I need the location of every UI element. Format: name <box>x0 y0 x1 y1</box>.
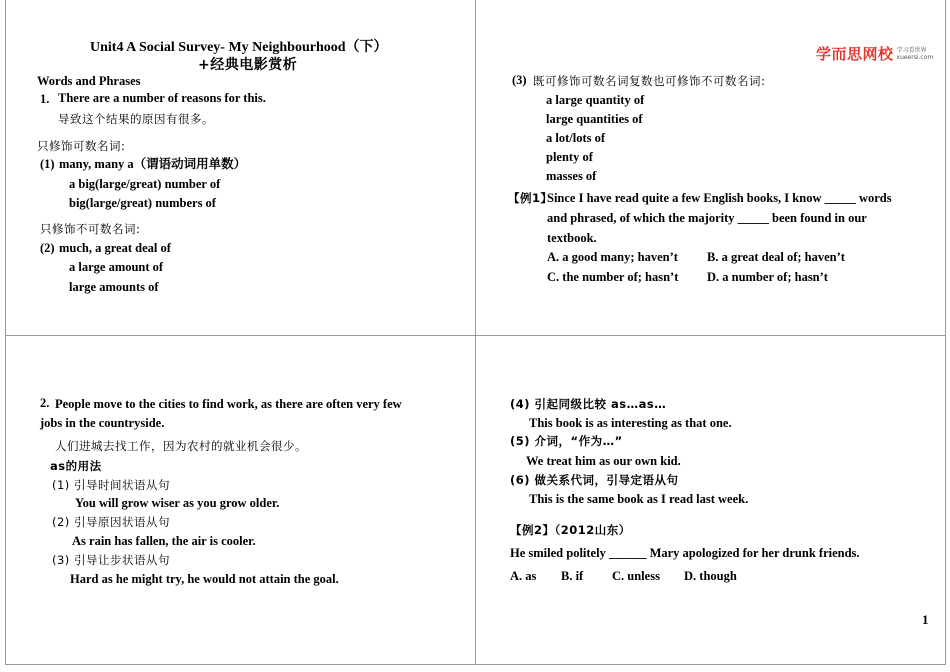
example-sentence: jobs in the countryside. <box>40 416 165 430</box>
example-sentence: There are a number of reasons for this. <box>58 91 266 105</box>
option-c: C. the number of; hasn’t <box>547 270 679 284</box>
countable-label: 只修饰可数名词: <box>37 139 126 153</box>
option-a: A. a good many; haven’t <box>547 250 678 264</box>
example-tag: 【例1】 <box>508 191 553 205</box>
question-line: He smiled politely ______ Mary apologized for her drunk friends. <box>510 546 860 560</box>
logo-sub-cn: 学习看世界 <box>896 46 927 54</box>
usage-label: (2) 引导原因状语从句 <box>52 515 170 529</box>
usage-example: We treat him as our own kid. <box>526 454 681 468</box>
logo-main-text: 学而思网校 <box>816 45 894 63</box>
item-number: 2. <box>40 396 50 410</box>
as-usage-label: as的用法 <box>50 459 102 473</box>
phrase: a large quantity of <box>546 93 645 107</box>
point-number: (3) <box>512 73 527 87</box>
point-number: (1) <box>40 157 55 171</box>
usage-example: As rain has fallen, the air is cooler. <box>72 534 256 548</box>
option-d: D. though <box>684 569 737 583</box>
phrase: plenty of <box>546 150 593 164</box>
page-title: Unit4 A Social Survey- My Neighbourhood（下） <box>90 40 388 55</box>
option-a: A. as <box>510 569 537 583</box>
translation: 导致这个结果的原因有很多。 <box>58 112 214 126</box>
usage-example: This is the same book as I read last week. <box>529 492 749 506</box>
usage-label: (5) 介词，“作为…” <box>510 434 623 448</box>
xueersi-logo <box>816 43 933 64</box>
phrase: large quantities of <box>546 112 643 126</box>
section-heading: Words and Phrases <box>37 74 141 88</box>
option-c: C. unless <box>612 569 660 583</box>
example-tag: 【例2】（2012山东） <box>510 523 631 537</box>
option-b: B. if <box>561 569 584 583</box>
question-line: textbook. <box>547 231 597 245</box>
page-number: 1 <box>922 612 929 627</box>
phrase: many, many a（谓语动词用单数） <box>59 157 247 171</box>
item-number: 1. <box>40 92 50 106</box>
usage-label: (6) 做关系代词，引导定语从句 <box>510 473 679 487</box>
question-line: and phrased, of which the majority _____ been found in our <box>547 211 867 225</box>
option-b: B. a great deal of; haven’t <box>707 250 845 264</box>
logo-sub-url: xueersi.com <box>896 53 934 61</box>
phrase: large amounts of <box>69 280 159 294</box>
translation: 人们进城去找工作，因为农村的就业机会很少。 <box>55 439 307 453</box>
phrase: a large amount of <box>69 260 164 274</box>
phrase: masses of <box>546 169 597 183</box>
uncountable-label: 只修饰不可数名词: <box>40 222 141 236</box>
page-subtitle: +经典电影赏析 <box>198 57 298 73</box>
usage-example: This book is as interesting as that one. <box>529 416 732 430</box>
usage-example: You will grow wiser as you grow older. <box>75 496 280 510</box>
phrase: big(large/great) numbers of <box>69 196 216 210</box>
phrase: a big(large/great) number of <box>69 177 221 191</box>
phrase: a lot/lots of <box>546 131 606 145</box>
phrase: much, a great deal of <box>59 241 171 255</box>
usage-label: (3) 引导让步状语从句 <box>52 553 170 567</box>
question-line: Since I have read quite a few English books, I know _____ words <box>547 191 892 205</box>
example-sentence: People move to the cities to find work, as there are often very few <box>55 397 402 411</box>
usage-label: (1) 引导时间状语从句 <box>52 478 170 492</box>
usage-label: (4) 引起同级比较 as…as… <box>510 397 667 411</box>
usage-example: Hard as he might try, he would not attain the goal. <box>70 572 339 586</box>
both-label: 既可修饰可数名词复数也可修饰不可数名词: <box>533 74 766 88</box>
point-number: (2) <box>40 241 55 255</box>
option-d: D. a number of; hasn’t <box>707 270 828 284</box>
